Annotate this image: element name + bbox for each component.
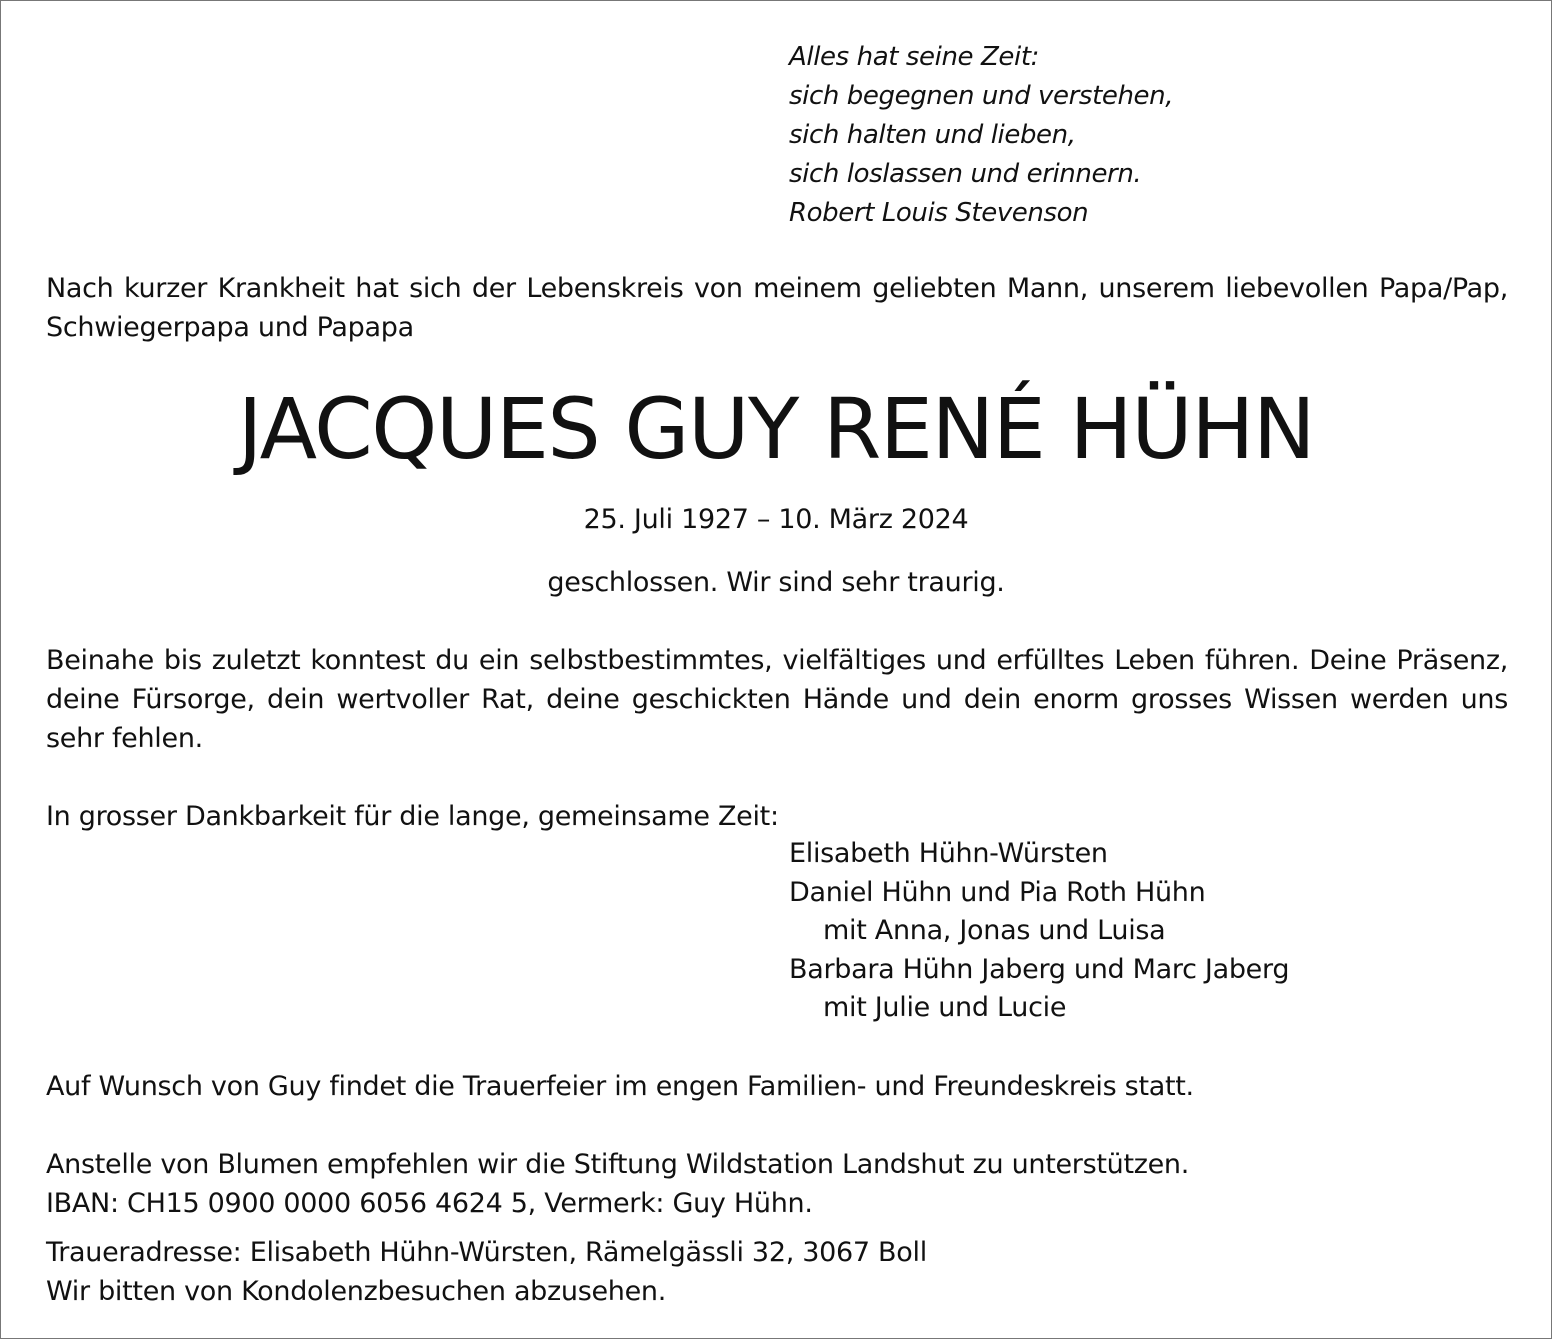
poem-line: sich begegnen und verstehen, (789, 81, 1174, 111)
mourning-address: Traueradresse: Elisabeth Hühn-Würsten, Rämelgässli 32, 3067 Boll (46, 1237, 927, 1268)
thanks-line: In grosser Dankbarkeit für die lange, gemeinsame Zeit: (46, 801, 779, 832)
poem-line: Alles hat seine Zeit: (789, 42, 1040, 72)
donation-text: Anstelle von Blumen empfehlen wir die Stiftung Wildstation Landshut zu unterstützen. (46, 1149, 1190, 1180)
ceremony-note: Auf Wunsch von Guy findet die Trauerfeier im engen Familien- und Freundeskreis statt. (46, 1071, 1194, 1102)
address-block (46, 1233, 1508, 1311)
mourner: Barbara Hühn Jaberg und Marc Jaberg (789, 953, 1290, 985)
condolence-note: Wir bitten von Kondolenzbesuchen abzusehen. (46, 1276, 667, 1307)
mourner-children: mit Anna, Jonas und Luisa (823, 915, 1166, 946)
poem-line: sich halten und lieben, (789, 120, 1076, 150)
life-dates: 25. Juli 1927 – 10. März 2024 (583, 504, 969, 535)
mourner: Daniel Hühn und Pia Roth Hühn (789, 876, 1206, 908)
poem-author: Robert Louis Stevenson (789, 198, 1089, 228)
intro-text: Nach kurzer Krankheit hat sich der Lebenskreis von meinem geliebten Mann, unserem liebevollen Papa/Pap, Schwiegerpapa und Papapa (46, 273, 1508, 343)
poem-quote (789, 38, 1173, 233)
donation-iban: IBAN: CH15 0900 0000 6056 4624 5, Vermerk: Guy Hühn. (46, 1188, 813, 1219)
mourners-list (789, 835, 1289, 1028)
closing-line: geschlossen. Wir sind sehr traurig. (547, 567, 1005, 598)
poem-line: sich loslassen und erinnern. (789, 159, 1142, 189)
mourner-children: mit Julie und Lucie (823, 992, 1067, 1023)
donation-block (46, 1145, 1508, 1223)
mourner: Elisabeth Hühn-Würsten (789, 838, 1108, 869)
deceased-name: JACQUES GUY RENÉ HÜHN (237, 380, 1315, 478)
tribute-text: Beinahe bis zuletzt konntest du ein selbstbestimmtes, vielfältiges und erfülltes Leben führen. Deine Präsenz, deine Fürsorge, dein wertvoller Rat, deine geschickten Hände und dein enorm grosses Wissen werden uns sehr fehlen. (46, 645, 1508, 754)
